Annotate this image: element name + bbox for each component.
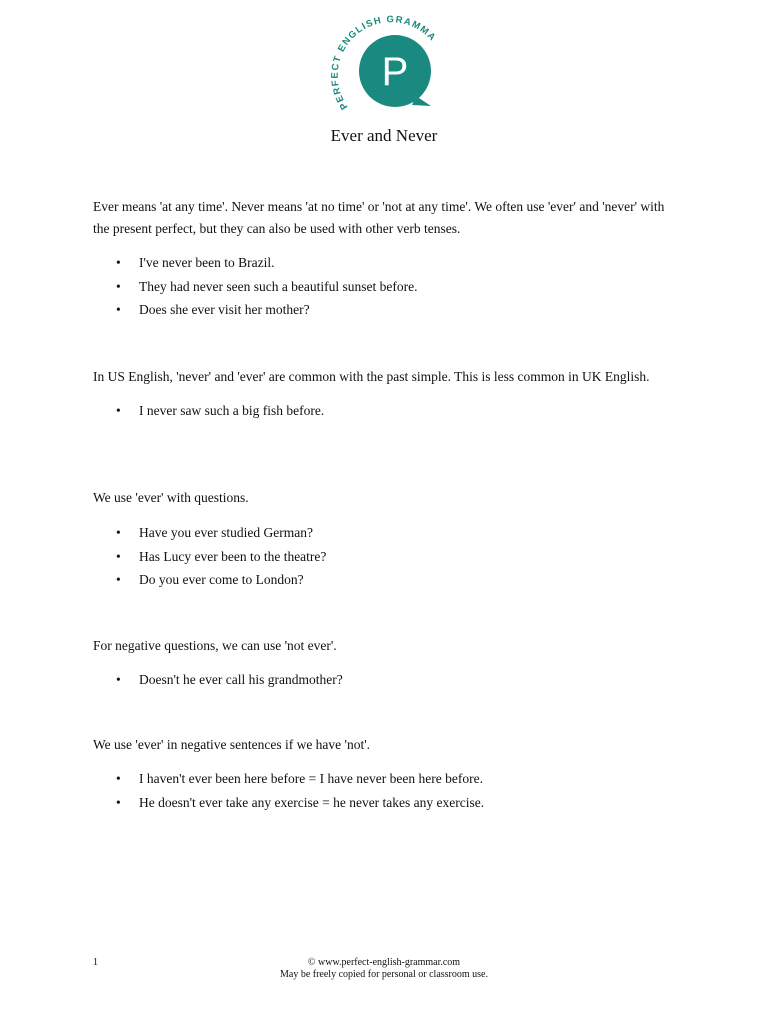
section-paragraph: We use 'ever' in negative sentences if we have 'not'.	[93, 737, 371, 752]
list-item-text: Do you ever come to London?	[139, 572, 304, 587]
bullet-icon: •	[116, 794, 121, 810]
list-item-text: I haven't ever been here before = I have never been here before.	[139, 771, 483, 786]
bullet-icon: •	[116, 302, 121, 317]
section-paragraph: For negative questions, we can use 'not ever'.	[93, 638, 337, 653]
list-item-text: Has Lucy ever been to the theatre?	[139, 548, 327, 564]
list-item-text: Have you ever studied German?	[139, 525, 313, 540]
list-item	[93, 298, 683, 322]
bullet-icon: •	[116, 403, 121, 418]
section-paragraph: Ever means 'at any time'. Never means 'at no time' or 'not at any time'. We often use 'ever' and 'never' with the present perfect, but they can also be used with other verb tenses.	[93, 199, 665, 236]
section-negative-questions	[93, 635, 683, 692]
page-title: Ever and Never	[330, 126, 438, 145]
list-item	[93, 251, 683, 275]
footer-copyright: © www.perfect-english-grammar.com	[307, 957, 461, 968]
example-list	[93, 251, 683, 322]
list-item-text: I've never been to Brazil.	[139, 255, 275, 270]
list-item-text: Doesn't he ever call his grandmother?	[139, 672, 343, 687]
bullet-icon: •	[116, 771, 121, 786]
brand-logo	[330, 10, 440, 114]
footer	[0, 957, 768, 981]
bullet-icon: •	[116, 672, 121, 687]
section-us-english	[93, 366, 683, 423]
logo-letter: P	[381, 50, 409, 94]
section-questions	[93, 487, 683, 592]
example-list	[93, 521, 683, 592]
bullet-icon: •	[116, 255, 121, 270]
list-item	[93, 521, 683, 545]
section-paragraph: We use 'ever' with questions.	[93, 490, 249, 505]
section-negative-sentences	[93, 734, 683, 814]
footer-license: May be freely copied for personal or classroom use.	[280, 969, 488, 980]
list-item	[93, 791, 683, 815]
example-list	[93, 767, 683, 814]
list-item	[93, 545, 683, 569]
example-list	[93, 668, 683, 692]
bullet-icon: •	[116, 548, 121, 564]
list-item-text: He doesn't ever take any exercise = he never takes any exercise.	[139, 794, 485, 810]
list-item-text: I never saw such a big fish before.	[139, 403, 325, 418]
list-item	[93, 668, 683, 692]
list-item	[93, 275, 683, 299]
bullet-icon: •	[116, 525, 121, 540]
section-paragraph: In US English, 'never' and 'ever' are common with the past simple. This is less common in UK English.	[93, 369, 650, 384]
list-item	[93, 399, 683, 423]
section-ever-never-intro	[93, 196, 683, 322]
example-list	[93, 399, 683, 423]
bullet-icon: •	[116, 572, 121, 587]
list-item-text: Does she ever visit her mother?	[139, 302, 310, 317]
list-item	[93, 568, 683, 592]
brand-logo-text: PERFECT ENGLISH GRAMMA	[330, 14, 439, 112]
list-item	[93, 767, 683, 791]
page-number: 1	[93, 957, 98, 968]
bullet-icon: •	[116, 278, 121, 294]
list-item-text: They had never seen such a beautiful sunset before.	[139, 278, 418, 294]
